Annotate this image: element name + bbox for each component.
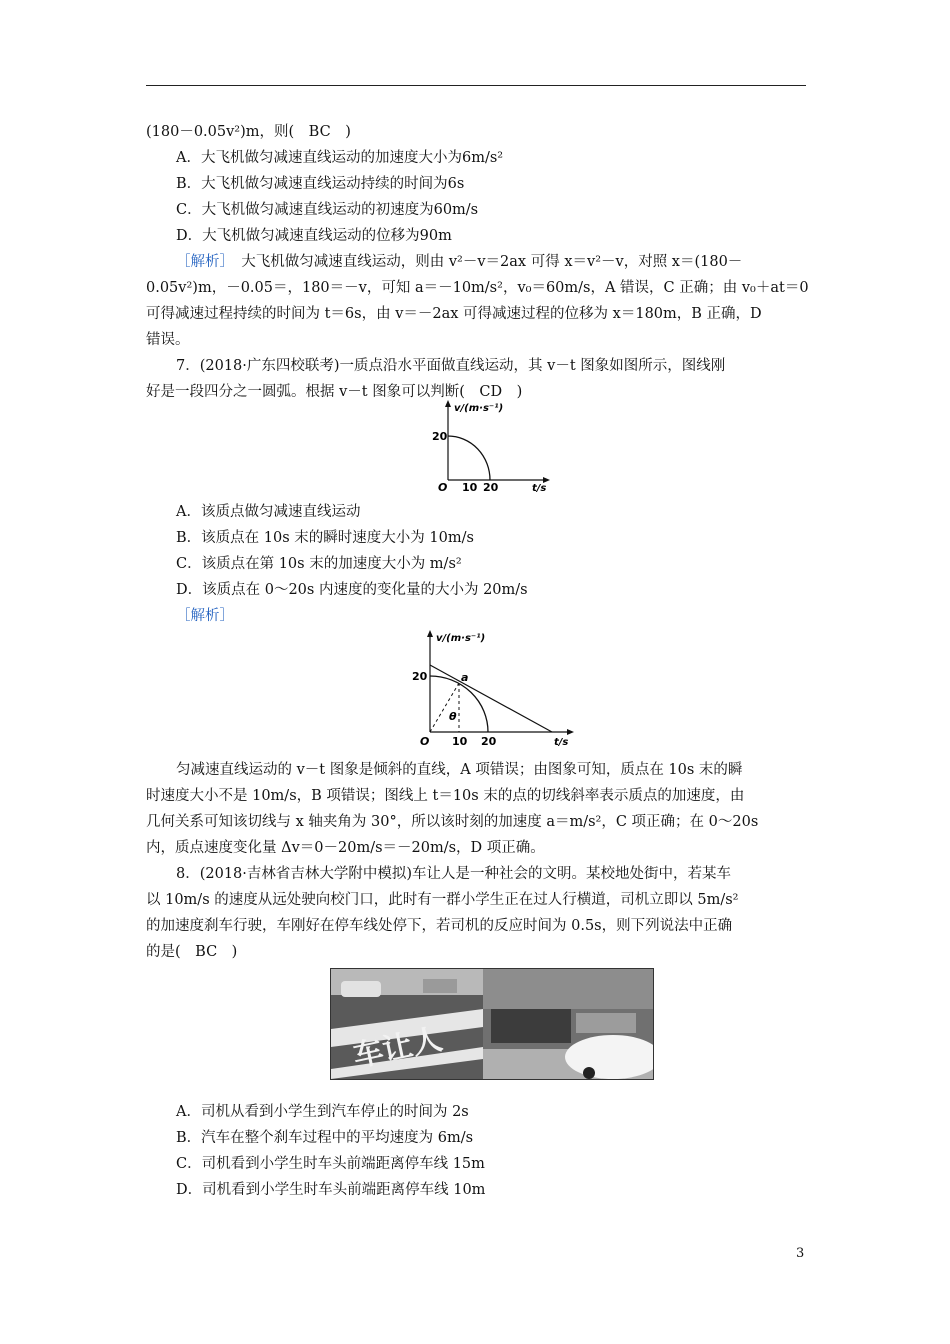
figure-vt-tangent xyxy=(408,628,580,750)
x-tick-10: 10 xyxy=(452,735,468,748)
students-group xyxy=(491,1009,571,1043)
option-b: B．该质点在 10s 末的瞬时速度大小为 10m/s xyxy=(176,530,474,546)
car-wheel xyxy=(583,1067,595,1079)
x-tick-20: 20 xyxy=(481,735,497,748)
x-tick-20: 20 xyxy=(483,481,499,493)
radius-dashed xyxy=(430,683,459,732)
text-line: 时速度大小不是 10m/s，B 项错误；图线上 t＝10s 末的点的切线斜率表示质点的加速度，由 xyxy=(146,788,745,804)
option-b: B．汽车在整个刹车过程中的平均速度为 6m/s xyxy=(176,1130,474,1146)
y-tick-20: 20 xyxy=(432,430,448,443)
quarter-arc xyxy=(448,436,490,480)
analysis-text: 大飞机做匀减速直线运动，则由 v²－v＝2ax 可得 x＝v²－v，对照 x＝(180－ xyxy=(226,254,743,270)
text-line: 以 10m/s 的速度从远处驶向校门口，此时有一群小学生正在过人行横道，司机立即以 5m/s² xyxy=(146,892,739,908)
bus-stop xyxy=(576,1013,636,1033)
text-line: 错误。 xyxy=(146,332,190,348)
x-tick-10: 10 xyxy=(462,481,478,493)
option-d: D．大飞机做匀减速直线运动的位移为90m xyxy=(176,228,452,244)
y-axis-label: v/(m·s⁻¹) xyxy=(436,633,486,644)
text-line: 0.05v²)m，－0.05＝，180＝－v，可知 a＝－10m/s²，v₀＝60m/s，A 错误，C 正确；由 v₀＋at＝0 xyxy=(146,280,809,296)
text-line: (180－0.05v²)m，则( BC ) xyxy=(146,124,351,140)
header-rule xyxy=(146,85,806,86)
text-line: 匀减速直线运动的 v－t 图象是倾斜的直线，A 项错误；由图象可知，质点在 10s 末的瞬 xyxy=(176,762,743,778)
point-a-label: a xyxy=(461,671,469,684)
text-line: 的加速度刹车行驶，车刚好在停车线处停下，若司机的反应时间为 0.5s，则下列说法中正确 xyxy=(146,918,733,934)
question-7: 7．(2018·广东四校联考)一质点沿水平面做直线运动，其 v－t 图象如图所示，图线刚 xyxy=(176,358,726,374)
car-left xyxy=(341,981,381,997)
text-line: 内，质点速度变化量 Δv＝0－20m/s＝－20m/s，D 项正确。 xyxy=(146,840,545,856)
analysis-label xyxy=(176,606,234,626)
option-c: C．司机看到小学生时车头前端距离停车线 15m xyxy=(176,1156,485,1172)
option-a: A．该质点做匀减速直线运动 xyxy=(176,504,361,520)
origin-label: O xyxy=(420,735,430,748)
x-axis-label: t/s xyxy=(554,737,569,748)
option-a: A．大飞机做匀减速直线运动的加速度大小为6m/s² xyxy=(176,150,504,166)
road-marking-text: 车让人 xyxy=(350,1021,446,1075)
analysis-line xyxy=(176,252,742,272)
y-axis-arrow xyxy=(427,630,433,637)
figure-vt-quarter-circle xyxy=(424,398,564,493)
option-a: A．司机从看到小学生到汽车停止的时间为 2s xyxy=(176,1104,469,1120)
building xyxy=(423,979,457,993)
analysis-label: ［解析］ xyxy=(176,254,227,270)
question-8: 8．(2018·吉林省吉林大学附中模拟)车让人是一种社会的文明。某校地处街中，若某车 xyxy=(176,866,732,882)
option-c: C．该质点在第 10s 末的加速度大小为 m/s² xyxy=(176,556,462,572)
analysis-bracket: ［解析］ xyxy=(176,608,234,624)
origin-label: O xyxy=(438,481,448,493)
x-axis-label: t/s xyxy=(532,483,547,493)
text-line: 可得减速过程持续的时间为 t＝6s，由 v＝－2ax 可得减速过程的位移为 x＝180m，B 正确，D xyxy=(146,306,762,322)
trees xyxy=(483,969,653,1009)
option-d: D．该质点在 0～20s 内速度的变化量的大小为 20m/s xyxy=(176,582,528,598)
text-line: 好是一段四分之一圆弧。根据 v－t 图象可以判断( CD ) xyxy=(146,384,523,400)
photo-illustration xyxy=(331,969,653,1079)
option-c: C．大飞机做匀减速直线运动的初速度为60m/s xyxy=(176,202,479,218)
option-d: D．司机看到小学生时车头前端距离停车线 10m xyxy=(176,1182,486,1198)
y-tick-20: 20 xyxy=(412,670,428,683)
angle-theta-label: θ xyxy=(449,710,457,723)
crosswalk-photo xyxy=(330,968,654,1080)
text-line: 几何关系可知该切线与 x 轴夹角为 30°，所以该时刻的加速度 a＝m/s²，C 项正确；在 0～20s xyxy=(146,814,759,830)
page-number: 3 xyxy=(796,1246,805,1261)
x-axis-arrow xyxy=(567,729,574,735)
y-axis-label: v/(m·s⁻¹) xyxy=(454,403,504,414)
y-axis-arrow xyxy=(445,400,451,407)
text-line: 的是( BC ) xyxy=(146,944,238,960)
option-b: B．大飞机做匀减速直线运动持续的时间为6s xyxy=(176,176,465,192)
